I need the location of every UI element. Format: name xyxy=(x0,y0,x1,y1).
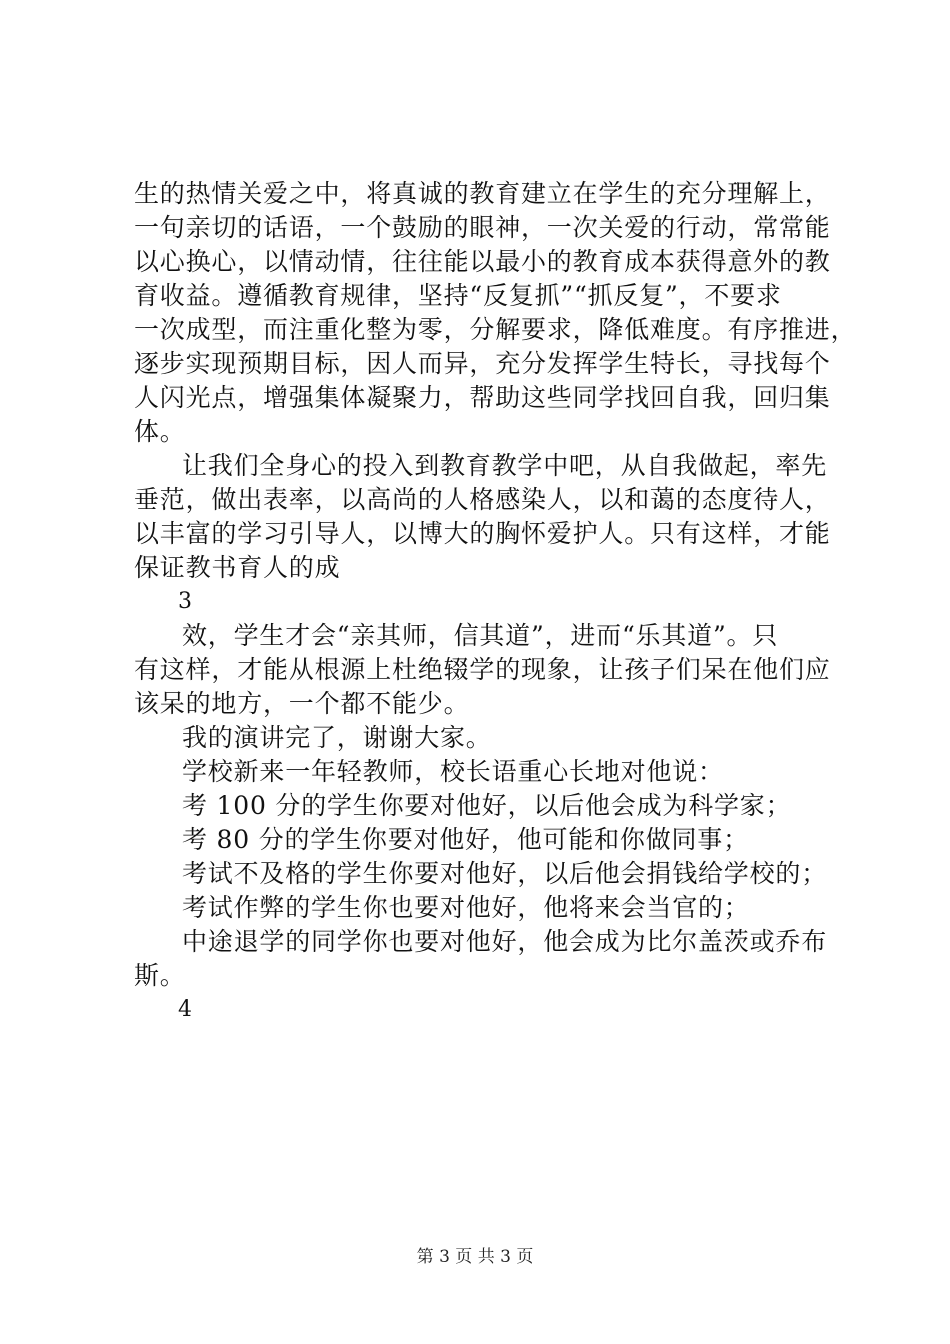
text-line: 以心换心，以情动情，往往能以最小的教育成本获得意外的教 xyxy=(134,247,831,276)
text-line: 效，学生才会“亲其师，信其道”，进而“乐其道”。只 xyxy=(182,621,779,650)
text-line: 考 80 分的学生你要对他好，他可能和你做同事； xyxy=(182,825,749,854)
text-line: 育收益。遵循教育规律，坚持“反复抓”“抓反复”，不要求 xyxy=(134,281,782,310)
text-line: 考试不及格的学生你要对他好，以后他会捐钱给学校的； xyxy=(182,859,828,888)
text-line: 中途退学的同学你也要对他好，他会成为比尔盖茨或乔布 xyxy=(182,927,828,956)
text-line: 让我们全身心的投入到教育教学中吧，从自我做起，率先 xyxy=(182,451,828,480)
text-line: 生的热情关爱之中，将真诚的教育建立在学生的充分理解上， xyxy=(134,179,831,208)
text-line: 斯。 xyxy=(134,961,186,990)
text-line: 有这样，才能从根源上杜绝辍学的现象，让孩子们呆在他们应 xyxy=(134,655,831,684)
text-line: 逐步实现预期目标，因人而异，充分发挥学生特长，寻找每个 xyxy=(134,349,831,378)
text-line: 我的演讲完了，谢谢大家。 xyxy=(182,723,492,752)
text-line: 考 100 分的学生你要对他好，以后他会成为科学家； xyxy=(182,791,792,820)
page-footer: 第 3 页 共 3 页 xyxy=(416,1247,534,1267)
text-line: 人闪光点，增强集体凝聚力，帮助这些同学找回自我，回归集 xyxy=(134,383,831,412)
text-line: 该呆的地方，一个都不能少。 xyxy=(134,689,470,718)
text-line: 一次成型，而注重化整为零，分解要求，降低难度。有序推进， xyxy=(134,315,857,344)
text-line: 学校新来一年轻教师，校长语重心长地对他说： xyxy=(182,757,724,786)
text-line: 一句亲切的话语，一个鼓励的眼神，一次关爱的行动，常常能 xyxy=(134,213,831,242)
page-break-number: 3 xyxy=(178,589,193,614)
text-line: 垂范，做出表率，以高尚的人格感染人，以和蔼的态度待人， xyxy=(134,485,831,514)
text-line: 考试作弊的学生你也要对他好，他将来会当官的； xyxy=(182,893,750,922)
text-line: 保证教书育人的成 xyxy=(134,553,341,582)
text-line: 以丰富的学习引导人，以博大的胸怀爱护人。只有这样，才能 xyxy=(134,519,831,548)
text-line: 体。 xyxy=(134,417,186,446)
page-break-number: 4 xyxy=(178,997,193,1022)
